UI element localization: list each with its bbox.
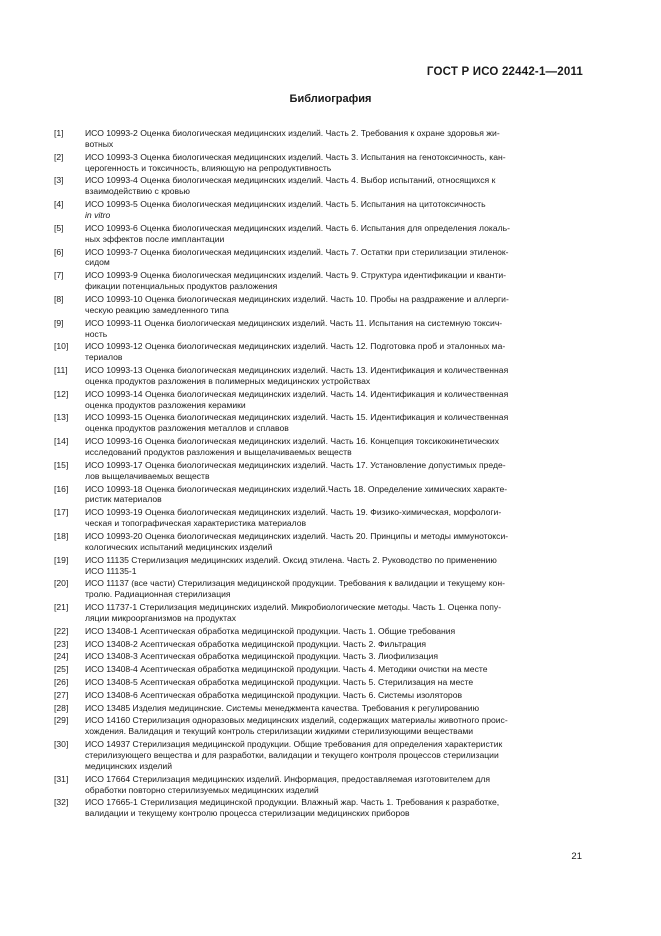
reference-line: ИСО 10993-12 Оценка биологическая медицинских изделий. Часть 12. Подготовка проб и эталонных ма- (85, 341, 506, 352)
reference-entry (54, 651, 578, 662)
reference-entry (54, 639, 578, 650)
reference-line: in vitro (85, 210, 111, 221)
reference-entry (54, 484, 578, 506)
reference-entry (54, 626, 578, 637)
reference-line: ческую реакцию замедленного типа (85, 304, 229, 315)
reference-text (85, 715, 578, 737)
reference-line: ИСО 10993-18 Оценка биологическая медицинских изделий.Часть 18. Определение химических характе- (85, 483, 508, 494)
reference-line: ИСО 10993-17 Оценка биологическая медицинских изделий. Часть 17. Установление допустимых преде- (85, 459, 506, 470)
reference-number: [29] (54, 715, 69, 726)
reference-line: ИСО 10993-5 Оценка биологическая медицинских изделий. Часть 5. Испытания на цитотоксичность (85, 199, 486, 210)
reference-number: [18] (54, 530, 69, 541)
reference-entry (54, 199, 578, 221)
reference-text (85, 651, 578, 662)
reference-text (85, 152, 578, 174)
reference-line: ИСО 10993-3 Оценка биологическая медицинских изделий. Часть 3. Испытания на генотоксичность, кан- (85, 151, 506, 162)
reference-entry (54, 715, 578, 737)
reference-line: ристик материалов (85, 494, 162, 505)
reference-line: сидом (85, 257, 110, 268)
reference-entry (54, 555, 578, 577)
reference-line: ИСО 13408-5 Асептическая обработка медицинской продукции. Часть 5. Стерилизация на месте (85, 676, 474, 687)
reference-line: исследований продуктов разложения и выщелачиваемых веществ (85, 447, 352, 458)
reference-entry (54, 341, 578, 363)
reference-text (85, 602, 578, 624)
reference-line: медицинских изделий (85, 760, 172, 771)
reference-text (85, 412, 578, 434)
reference-number: [13] (54, 412, 69, 423)
reference-number: [19] (54, 554, 69, 565)
reference-text (85, 318, 578, 340)
reference-number: [1] (54, 128, 64, 138)
reference-entry (54, 774, 578, 796)
reference-number: [26] (54, 676, 69, 687)
reference-line: ИСО 13408-4 Асептическая обработка медицинской продукции. Часть 4. Методики очистки на месте (85, 664, 488, 675)
reference-number: [12] (54, 388, 69, 399)
reference-text (85, 460, 578, 482)
reference-number: [32] (54, 797, 69, 808)
reference-text (85, 739, 578, 772)
reference-number: [4] (54, 199, 64, 210)
reference-number: [15] (54, 459, 69, 470)
reference-entry (54, 677, 578, 688)
reference-number: [20] (54, 578, 69, 589)
reference-line: ИСО 13408-3 Асептическая обработка медицинской продукции. Часть 3. Лиофилизация (85, 651, 438, 662)
reference-line: ИСО 11737-1 Стерилизация медицинских изделий. Микробиологические методы. Часть 1. Оценка попу- (85, 602, 502, 613)
reference-text (85, 703, 578, 714)
reference-number: [14] (54, 436, 69, 447)
reference-text (85, 507, 578, 529)
reference-number: [16] (54, 483, 69, 494)
reference-entry (54, 664, 578, 675)
reference-text (85, 175, 578, 197)
reference-line: ИСО 17664 Стерилизация медицинских изделий. Информация, предоставляемая изготовителем для (85, 773, 491, 784)
reference-text (85, 677, 578, 688)
reference-number: [31] (54, 773, 69, 784)
reference-entry (54, 318, 578, 340)
reference-number: [21] (54, 602, 69, 613)
reference-number: [3] (54, 175, 64, 186)
reference-text (85, 270, 578, 292)
reference-entry (54, 690, 578, 701)
reference-entry (54, 389, 578, 411)
reference-line: ИСО 10993-20 Оценка биологическая медицинских изделий. Часть 20. Принципы и методы иммунотокси- (85, 530, 509, 541)
reference-number: [28] (54, 702, 69, 713)
reference-line: ИСО 10993-10 Оценка биологическая медицинских изделий. Часть 10. Пробы на раздражение и аллерги- (85, 293, 509, 304)
reference-text (85, 199, 578, 221)
reference-text (85, 223, 578, 245)
reference-line: ИСО 10993-16 Оценка биологическая медицинских изделий. Часть 16. Концепция токсикокинетических (85, 436, 500, 447)
reference-text (85, 797, 578, 819)
reference-entry (54, 175, 578, 197)
reference-entry (54, 507, 578, 529)
reference-line: ИСО 10993-2 Оценка биологическая медицинских изделий. Часть 2. Требования к охране здоровья жи- (85, 128, 500, 138)
reference-line: ИСО 13408-1 Асептическая обработка медицинской продукции. Часть 1. Общие требования (85, 625, 456, 636)
reference-line: лов выщелачиваемых веществ (85, 470, 210, 481)
reference-entry (54, 223, 578, 245)
reference-entry (54, 797, 578, 819)
reference-text (85, 555, 578, 577)
reference-number: [5] (54, 222, 64, 233)
reference-line: ИСО 10993-19 Оценка биологическая медицинских изделий. Часть 19. Физико-химическая, морфологи- (85, 507, 502, 518)
reference-line: ИСО 11135-1 (85, 565, 137, 576)
reference-line: оценка продуктов разложения в полимерных медицинских устройствах (85, 375, 371, 386)
reference-line: ИСО 10993-6 Оценка биологическая медицинских изделий. Часть 6. Испытания для определения локаль- (85, 222, 510, 233)
reference-text (85, 531, 578, 553)
reference-number: [8] (54, 293, 64, 304)
reference-line: ИСО 10993-4 Оценка биологическая медицинских изделий. Часть 4. Выбор испытаний, относящихся к (85, 175, 496, 186)
reference-entry (54, 436, 578, 458)
reference-line: ляции микроорганизмов на продуктах (85, 612, 237, 623)
reference-line: церогенность и токсичность, влияющую на репродуктивность (85, 162, 332, 173)
reference-line: взаимодействию с кровью (85, 186, 191, 197)
reference-number: [2] (54, 151, 64, 162)
reference-line: ИСО 13485 Изделия медицинские. Системы менеджмента качества. Требования к регулированию (85, 702, 480, 713)
reference-text (85, 247, 578, 269)
reference-number: [17] (54, 507, 69, 518)
reference-text (85, 128, 578, 150)
reference-text (85, 774, 578, 796)
reference-line: ческая и топографическая характеристика материалов (85, 518, 307, 529)
reference-line: оценка продуктов разложения металлов и сплавов (85, 423, 289, 434)
reference-line: ных эффектов после имплантации (85, 233, 225, 244)
section-title: Библиография (289, 93, 372, 105)
reference-entry (54, 602, 578, 624)
reference-line: ИСО 10993-11 Оценка биологическая медицинских изделий. Часть 11. Испытания на системную токсич- (85, 317, 503, 328)
reference-number: [6] (54, 246, 64, 257)
reference-line: териалов (85, 352, 123, 363)
reference-number: [23] (54, 638, 69, 649)
reference-line: ИСО 10993-7 Оценка биологическая медицинских изделий. Часть 7. Остатки при стерилизации этиленок- (85, 246, 509, 257)
reference-text (85, 626, 578, 637)
document-header: ГОСТ Р ИСО 22442-1—2011 (426, 66, 583, 78)
reference-entry (54, 152, 578, 174)
reference-line: ИСО 10993-15 Оценка биологическая медицинских изделий. Часть 15. Идентификация и количественная (85, 412, 509, 423)
reference-line: вотных (85, 138, 114, 149)
reference-text (85, 436, 578, 458)
page-number: 21 (571, 851, 582, 862)
reference-number: [9] (54, 317, 64, 328)
reference-entry (54, 270, 578, 292)
reference-text (85, 664, 578, 675)
reference-line: ИСО 11137 (все части) Стерилизация медицинской продукции. Требования к валидации и текущему кон- (85, 578, 505, 589)
reference-entry (54, 578, 578, 600)
reference-entry (54, 412, 578, 434)
reference-line: ИСО 14160 Стерилизация одноразовых медицинских изделий, содержащих материалы животного проис- (85, 715, 508, 726)
reference-entry (54, 365, 578, 387)
reference-entry (54, 128, 578, 150)
reference-text (85, 484, 578, 506)
reference-number: [24] (54, 651, 69, 662)
reference-line: ИСО 11135 Стерилизация медицинских изделий. Оксид этилена. Часть 2. Руководство по применению (85, 554, 497, 565)
reference-line: хождения. Валидация и текущий контроль стерилизации жидкими стерилизующими веществами (85, 726, 474, 737)
reference-line: ИСО 10993-13 Оценка биологическая медицинских изделий. Часть 13. Идентификация и количественная (85, 365, 509, 376)
reference-text (85, 294, 578, 316)
reference-line: кологических испытаний медицинских изделий (85, 541, 273, 552)
reference-line: стерилизующего вещества и для разработки, валидации и текущего контроля процессов стерилизации (85, 749, 499, 760)
reference-number: [30] (54, 739, 69, 750)
reference-line: ИСО 14937 Стерилизация медицинской продукции. Общие требования для определения характеристик (85, 739, 503, 750)
reference-number: [10] (54, 341, 69, 352)
reference-number: [27] (54, 689, 69, 700)
bibliography-list (54, 128, 578, 821)
reference-entry (54, 739, 578, 772)
reference-entry (54, 294, 578, 316)
reference-text (85, 341, 578, 363)
reference-number: [22] (54, 625, 69, 636)
reference-number: [25] (54, 664, 69, 675)
reference-line: фикации потенциальных продуктов разложения (85, 281, 278, 292)
reference-number: [7] (54, 270, 64, 281)
reference-entry (54, 247, 578, 269)
reference-line: тролю. Радиационная стерилизация (85, 589, 231, 600)
reference-text (85, 578, 578, 600)
reference-line: оценка продуктов разложения керамики (85, 399, 246, 410)
reference-line: ИСО 10993-14 Оценка биологическая медицинских изделий. Часть 14. Идентификация и количественная (85, 388, 509, 399)
reference-line: валидации и текущему контролю процесса стерилизации медицинских приборов (85, 808, 410, 819)
reference-number: [11] (54, 365, 68, 376)
reference-entry (54, 531, 578, 553)
reference-text (85, 365, 578, 387)
reference-text (85, 690, 578, 701)
reference-text (85, 639, 578, 650)
reference-line: обработки повторно стерилизуемых медицинских изделий (85, 784, 319, 795)
reference-line: ность (85, 328, 108, 339)
reference-line: ИСО 13408-6 Асептическая обработка медицинской продукции. Часть 6. Системы изоляторов (85, 689, 463, 700)
reference-line: ИСО 17665-1 Стерилизация медицинской продукции. Влажный жар. Часть 1. Требования к разработке, (85, 797, 500, 808)
reference-line: ИСО 10993-9 Оценка биологическая медицинских изделий. Часть 9. Структура идентификации и кванти- (85, 270, 507, 281)
reference-entry (54, 703, 578, 714)
reference-line: ИСО 13408-2 Асептическая обработка медицинской продукции. Часть 2. Фильтрация (85, 638, 427, 649)
reference-text (85, 389, 578, 411)
reference-entry (54, 460, 578, 482)
